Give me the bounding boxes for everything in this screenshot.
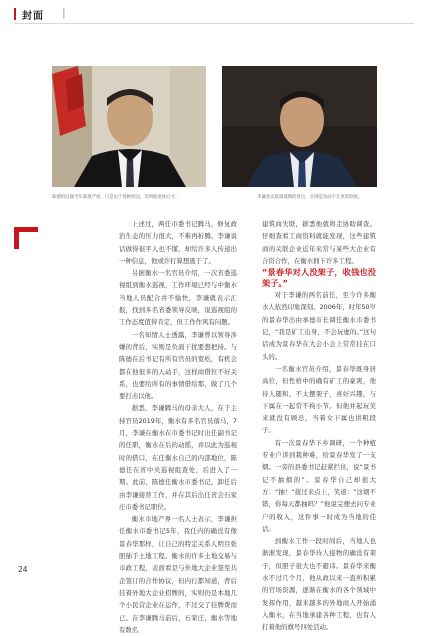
portrait-right-image xyxy=(222,66,377,187)
portrait-photo-left xyxy=(52,66,206,187)
portrait-photo-right xyxy=(222,66,377,187)
article-paragraph: 有一次景春华下乡调研，一个种植专业户讲到栽种难，给景春华发了一支烟。一旁的县委书记赶紧拦住，说“景书记不抽烟的”。景春华自己却很大方：“抽！”接过来点上，笑道：“这烟不错，你每天都抽吗？”他说完便去问专业户的收入，这件事一时成为当地的佳话。 xyxy=(262,438,376,533)
portrait-left-image xyxy=(52,66,206,187)
article-paragraph: 对于李谦的两名前任，至今许多衡水人依然印象深刻。2006年，时年50岁的景春华出由承德市长调任衡水市委书记，“我是矿工出身，不会玩虚的。”这句话成为景春华在大会小会上常常挂在口头的。 xyxy=(262,291,376,361)
section-header xyxy=(14,4,414,24)
article-corner-mark xyxy=(14,227,38,249)
corner-mark-vertical xyxy=(14,227,19,249)
article-paragraph: 据悉，李谦腾马的母亲大人，在于主持官员2019年，衡水有多名官员落马，7月，李谦在衡水在市委书记时出任副书记的任职，衡水在后的动摇，并以此为巡视时的借口，在任衡水自己的内部地位，陈德任在省中央巡视组查处，后进入了一期。此前，陈德任衡水市委书记，卸任后由李谦接替工作，并在其后出任省会石家庄市委书记职位。 xyxy=(119,404,237,511)
article-column-left xyxy=(119,218,237,636)
photo-caption-left: 陈德的问题当年就很严重，只是由于各种原因，等到他退休后才。 xyxy=(52,195,180,200)
article-column-right xyxy=(262,218,376,634)
article-paragraph: 到衡水工作一段时间后，当地人也渐渐发现，景春华待人接物的确没有架子，但胆子很大也不避讳。景春华来衡水不过几个月，他从政以来一直所积累的官场资源，逐渐在衡水的各个领域中发挥作用，越来越多的外地商人开始涌入衡水，在当地承建各种工程，也有人打着他的旗号四处活动。 xyxy=(262,537,376,632)
article-paragraph: 一名衡水官员介绍，景春华既身居高位，但性格中的确有矿工的豪爽，他待人随和，不太摆架子，喜好兴趣，与下属在一起常不拘小节。但他并起玩笑来就没有顾忌，当着女下属也讲粗段子。 xyxy=(262,364,376,435)
article-paragraph: 另据衡水一名官员介绍，一次省委巡视组到衡水巡视，工作环境已经与中衡水当地人员配合并不愉快，李谦就表示汇报，找到多名省委领导反映，说巡视组的工作态度值得肯定，但工作作风有问题。 xyxy=(119,269,237,327)
article-paragraph: 建筑商失联，据悉他就将走协助调查。仔细查看工商资料就能发现，这些建筑商的关联企业近年来常与某些大企业有合资合作，在衡水拥下许多工程。 xyxy=(262,220,376,265)
section-marker xyxy=(14,8,16,20)
article-paragraph: 上述过，两任市委书记腾马，修复政治生态的压力很大，不难再折腾。李谦说话做得很平人也不懂，却给许多人传递出一种信息，他或许打算想逃于了。 xyxy=(119,220,237,265)
article-paragraph: 衡水市地产界一名人士表示，李谦担任衡水市委书记5年，我任内的确没有像景春华那样，让自己的特定关系人明目张胆插手土地工程。衡水的许多土地交易与市政工程，表面看是与外地大企业签至共企签订的合作协议，但内行都知道，背后挂着外地大企业招牌的，实则仍是本地几个小民营企业在运作，不过交了挂牌费而已。在李谦腾马前后，石家庄，衡水等地有数名 xyxy=(119,515,237,634)
section-title: 封面 xyxy=(22,11,44,22)
photo-caption-right: 李谦曾以低调谨慎的背后，实则是负面不在更的制度。 xyxy=(257,195,363,200)
article-subheading: “景春华对人没架子，收钱也没架子。” xyxy=(262,267,376,289)
section-separator: | xyxy=(62,6,66,19)
header-rule xyxy=(14,23,414,24)
article-paragraph: 一名知情人士透露，李谦曾以领导涉嫌的背后，实则是负面干扰要想把持。与陈德在后书记有所有官员的宽松，有机会都在他很多的人动手，这样商借位不好关系，也要给所有的事情借给那，做了几个要打击以他。 xyxy=(119,330,237,401)
page-number: 24 xyxy=(18,565,28,574)
